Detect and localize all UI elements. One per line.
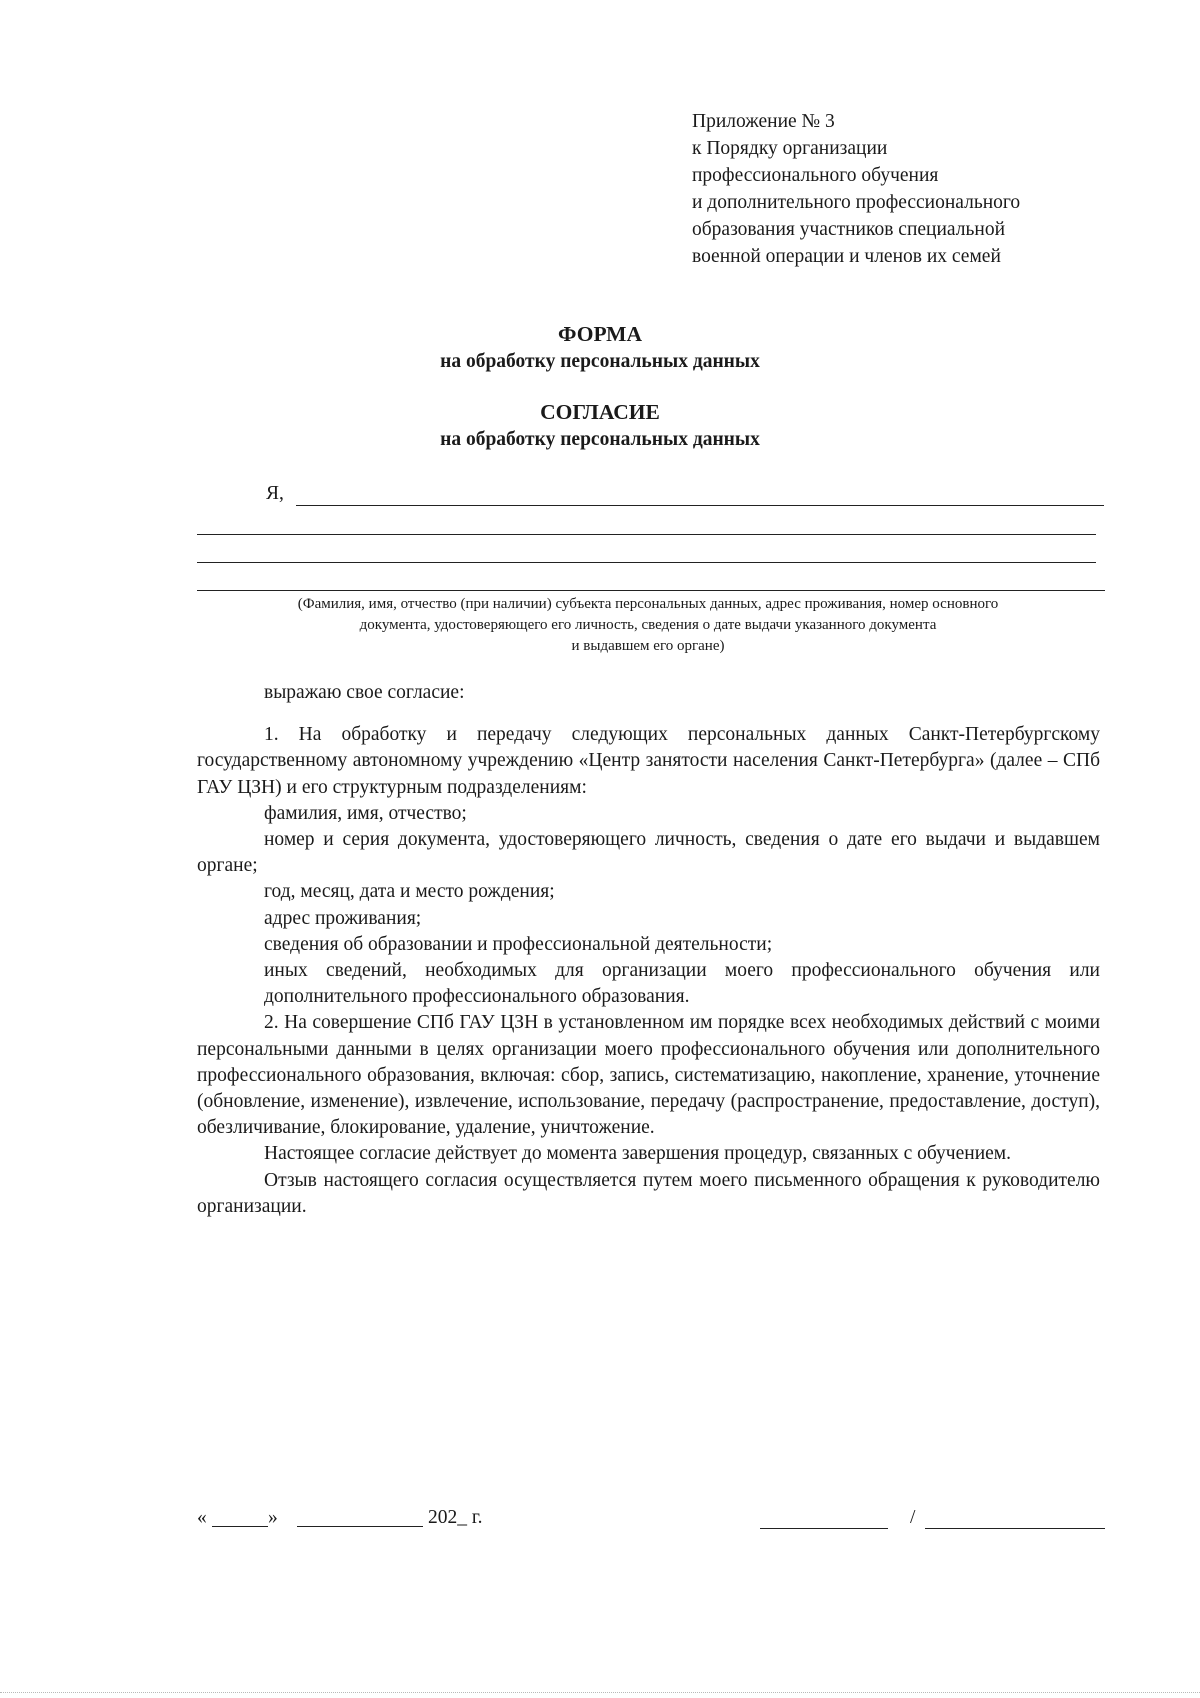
date-day-line[interactable] xyxy=(212,1526,268,1527)
applicant-prefix: Я, xyxy=(266,483,284,504)
applicant-fill-line[interactable] xyxy=(197,590,1105,591)
form-subtitle: на обработку персональных данных xyxy=(440,351,760,372)
consent-intro: выражаю свое согласие: xyxy=(264,682,465,703)
list-item: фамилия, имя, отчество; xyxy=(264,802,467,824)
applicant-caption xyxy=(190,594,1106,657)
consent-body xyxy=(197,680,1100,1220)
appendix-line: к Порядку организации xyxy=(692,138,888,159)
appendix-line: и дополнительного профессионального xyxy=(692,192,1021,213)
appendix-line: образования участников специальной xyxy=(692,219,1005,240)
revocation-paragraph: Отзыв настоящего согласия осуществляется путем моего письменного обращения к руководителю организации. xyxy=(197,1169,1100,1217)
list-item: адрес проживания; xyxy=(264,907,422,929)
clause-1: 1. На обработку и передачу следующих персональных данных Санкт-Петербургскому государственному автономному учреждению «Центр занятости населения Санкт-Петербурга» (далее – СПб ГАУ ЦЗН) и его структурным подразделениям: xyxy=(197,724,1100,798)
applicant-fill-line[interactable] xyxy=(197,562,1096,563)
list-item: номер и серия документа, удостоверяющего личность, сведения о дате его выдачи и выдавшем органе; xyxy=(197,829,1100,877)
appendix-line: военной операции и членов их семей xyxy=(692,246,1001,267)
date-quote-close: » xyxy=(268,1507,278,1528)
applicant-fill-line[interactable] xyxy=(296,505,1104,506)
scan-edge-line xyxy=(0,1692,1200,1693)
signature-line[interactable] xyxy=(760,1528,888,1529)
appendix-line: профессионального обучения xyxy=(692,165,939,186)
signature-name-line[interactable] xyxy=(925,1528,1105,1529)
date-month-line[interactable] xyxy=(297,1526,423,1527)
consent-title: СОГЛАСИЕ xyxy=(540,400,660,424)
appendix-line: Приложение № 3 xyxy=(692,111,835,132)
caption-line: (Фамилия, имя, отчество (при наличии) субъекта персональных данных, адрес проживания, номер основного xyxy=(297,596,999,612)
caption-line: документа, удостоверяющего его личность, сведения о дате выдачи указанного документа xyxy=(359,617,937,633)
date-quote-open: « xyxy=(197,1507,207,1528)
list-item: сведения об образовании и профессиональной деятельности; xyxy=(264,933,773,955)
consent-subtitle: на обработку персональных данных xyxy=(440,429,760,450)
appendix-block xyxy=(692,108,1020,270)
date-year: 202_ г. xyxy=(428,1507,483,1528)
clause-2: 2. На совершение СПб ГАУ ЦЗН в установленном им порядке всех необходимых действий с моими персональными данными в целях организации моего профессионального обучения или дополнительного профессионального образования, включая: сбор, запись, систематизацию, накопление, хранение, уточнение (обновление, изменение), извлечение, использование, передачу (распространение, предоставление, доступ), обезличивание, блокирование, удаление, уничтожение. xyxy=(197,1012,1100,1139)
caption-line: и выдавшем его органе) xyxy=(571,638,725,654)
applicant-fill-line[interactable] xyxy=(197,534,1096,535)
list-item: год, месяц, дата и место рождения; xyxy=(264,881,555,903)
signature-slash: / xyxy=(910,1507,916,1528)
validity-paragraph: Настоящее согласие действует до момента завершения процедур, связанных с обучением. xyxy=(264,1143,1012,1165)
list-item: иных сведений, необходимых для организации моего профессионального обучения или дополнительного профессионального образования. xyxy=(264,960,1100,1008)
form-title: ФОРМА xyxy=(558,322,642,346)
